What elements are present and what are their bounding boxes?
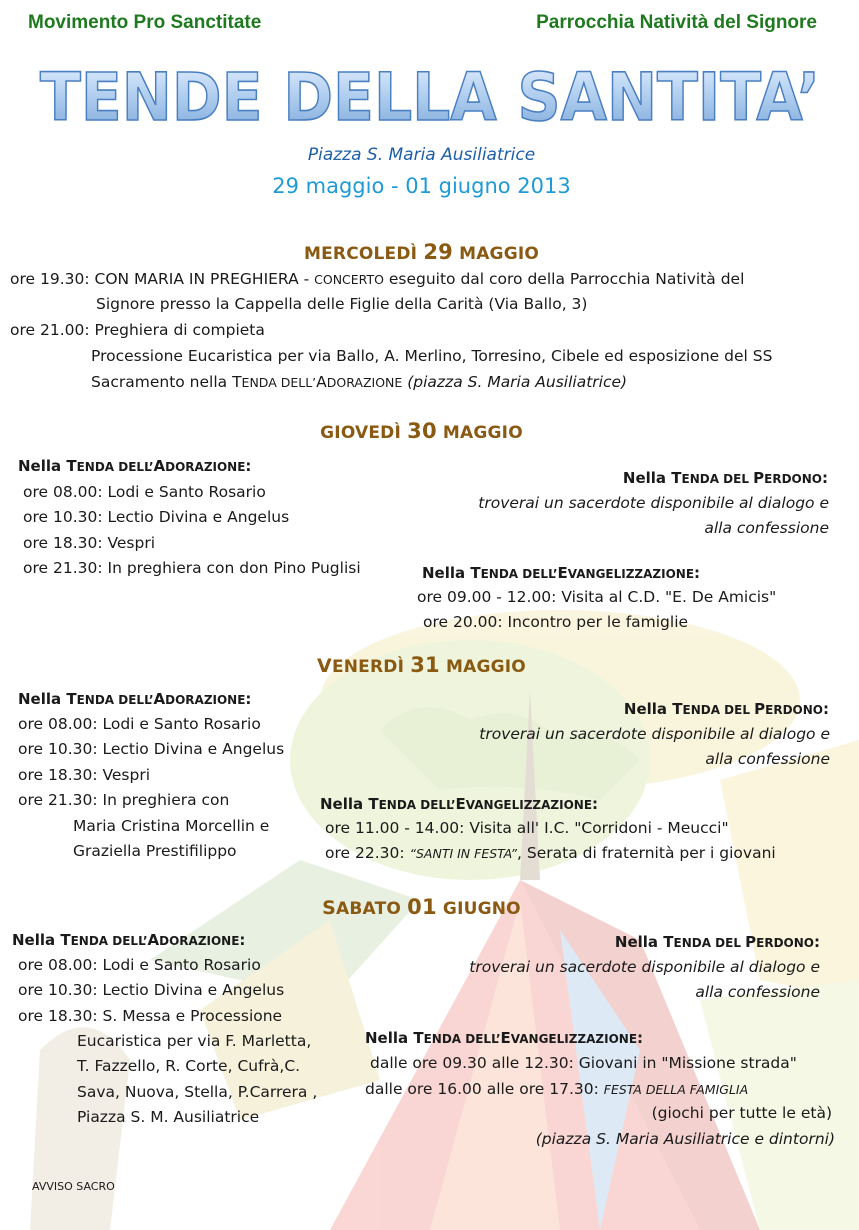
text-part: : — [637, 1029, 644, 1047]
schedule-item-continuation: Maria Cristina Morcellin e — [73, 817, 270, 835]
text-part: DORAZIONE — [326, 375, 403, 390]
evangelization-tent-heading — [320, 795, 598, 813]
organization-left: Movimento Pro Sanctitate — [28, 12, 262, 33]
schedule-item: ore 10.30: Lectio Divina e Angelus — [18, 740, 285, 758]
poster-title-text: TENDE DELLA SANTITA’ — [40, 59, 820, 136]
text-part: VANGELIZZAZIONE — [567, 567, 695, 581]
text-part: ore 22.30: — [325, 844, 410, 862]
day-name: ABATO — [336, 899, 408, 919]
text-part: Nella T — [320, 795, 379, 813]
schedule-item: ore 18.30: Vespri — [23, 534, 156, 552]
text-part: S — [322, 897, 337, 919]
text-part: Nella T — [622, 469, 682, 487]
day1-line-1 — [10, 270, 744, 288]
schedule-item-continuation: T. Fazzello, R. Corte, Cufrà,C. — [77, 1057, 301, 1075]
day-name: ENERDÌ — [331, 657, 411, 677]
schedule-item-continuation: Eucaristica per via F. Marletta, — [77, 1032, 312, 1050]
day1-line-4: Processione Eucaristica per via Ballo, A. Merlino, Torresino, Cibele ed esposizione del SS — [91, 347, 773, 365]
location-note: (piazza S. Maria Ausiliatrice) — [407, 373, 628, 391]
text-part: Sacramento nella T — [91, 373, 242, 391]
adoration-tent-heading — [18, 457, 251, 475]
forgiveness-description-line-2: alla confessione — [695, 983, 820, 1001]
text-part: A — [147, 931, 160, 949]
text-part: : — [239, 931, 246, 949]
schedule-item-continuation: Sava, Nuova, Stella, P.Carrera , — [77, 1083, 318, 1101]
text-part: Nella T — [18, 690, 77, 708]
text-part: ENDA DELL’ — [241, 375, 317, 390]
forgiveness-tent-heading — [624, 700, 829, 718]
adoration-tent-heading — [18, 690, 251, 708]
month-name: MAGGIO — [452, 244, 540, 264]
text-part: VANGELIZZAZIONE — [510, 1032, 638, 1046]
schedule-item: ore 20.00: Incontro per le famiglie — [423, 613, 689, 631]
event-name: FESTA DELLA FAMIGLIA — [603, 1082, 749, 1097]
text-part: : — [814, 933, 820, 951]
day-name: MERCOLEDÌ — [303, 244, 424, 264]
text-part: Nella T — [12, 931, 71, 949]
text-part: ERDONO — [764, 472, 822, 486]
forgiveness-description-line-1: troverai un sacerdote disponibile al dialogo e — [478, 494, 829, 512]
day-number: 31 — [410, 653, 440, 677]
month-name: MAGGIO — [439, 657, 526, 677]
day-heading-saturday — [0, 895, 843, 919]
forgiveness-tent-heading — [615, 933, 820, 951]
text-part: : — [694, 564, 701, 582]
text-part: Nella T — [18, 457, 77, 475]
text-part: dalle ore 16.00 alle ore 17.30: — [365, 1080, 604, 1098]
concert-description: eseguito dal coro della Parrocchia Natività del — [383, 270, 745, 288]
schedule-item: ore 18.30: Vespri — [18, 766, 151, 784]
time-label: ore 19.30: CON MARIA IN PREGHIERA - — [10, 270, 315, 288]
schedule-item: ore 10.30: Lectio Divina e Angelus — [23, 508, 290, 526]
event-place: Piazza S. Maria Ausiliatrice — [307, 145, 536, 165]
text-part: ENDA DELL’ — [423, 1032, 501, 1046]
forgiveness-description-line-1: troverai un sacerdote disponibile al dialogo e — [469, 958, 820, 976]
schedule-item: ore 18.30: S. Messa e Processione — [18, 1007, 283, 1025]
text-part: V — [317, 655, 332, 677]
text-part: ENDA DELL’ — [378, 798, 456, 812]
schedule-item: ore 21.30: In preghiera con don Pino Puglisi — [23, 559, 361, 577]
text-part: : — [823, 700, 829, 718]
text-part: P — [754, 700, 766, 718]
schedule-item: ore 08.00: Lodi e Santo Rosario — [18, 715, 261, 733]
text-part: A — [153, 457, 166, 475]
schedule-item-continuation: Graziella Prestifilippo — [73, 842, 237, 860]
text-part: DORAZIONE — [165, 460, 246, 474]
event-name: “SANTI IN FESTA” — [409, 846, 518, 861]
text-part: E — [500, 1029, 511, 1047]
day-heading-wednesday — [0, 240, 843, 264]
adoration-tent-heading — [12, 931, 245, 949]
schedule-item: ore 08.00: Lodi e Santo Rosario — [23, 483, 266, 501]
evangelization-tent-heading — [365, 1029, 643, 1047]
day-number: 01 — [407, 895, 437, 919]
text-part: : — [822, 469, 828, 487]
text-part: A — [153, 690, 166, 708]
forgiveness-description-line-2: alla confessione — [704, 519, 829, 537]
text-part: Nella T — [623, 700, 683, 718]
text-part: ENDA DEL — [682, 703, 755, 717]
day-heading-thursday — [0, 419, 843, 443]
text-part: : — [245, 457, 252, 475]
text-part: P — [745, 933, 757, 951]
location-note: (piazza S. Maria Ausiliatrice e dintorni) — [535, 1130, 835, 1148]
organization-right: Parrocchia Natività del Signore — [536, 12, 817, 33]
concert-label: CONCERTO — [314, 272, 384, 287]
text-part: ENDA DEL — [673, 936, 746, 950]
text-part: ERDONO — [765, 703, 823, 717]
schedule-item: ore 10.30: Lectio Divina e Angelus — [18, 981, 285, 999]
text-part: A — [316, 373, 327, 391]
text-part: VANGELIZZAZIONE — [465, 798, 593, 812]
text-part: ENDA DELL’ — [76, 460, 154, 474]
text-part: Nella T — [614, 933, 674, 951]
text-part: ENDA DELL’ — [76, 693, 154, 707]
schedule-item — [365, 1080, 748, 1098]
day-number: 30 — [407, 419, 437, 443]
day-heading-friday — [0, 653, 843, 677]
forgiveness-description-line-2: alla confessione — [705, 750, 830, 768]
day1-line-2: Signore presso la Cappella delle Figlie della Carità (Via Ballo, 3) — [96, 295, 588, 313]
day1-line-3: ore 21.00: Preghiera di compieta — [10, 321, 265, 339]
schedule-item: ore 11.00 - 14.00: Visita all' I.C. "Corridoni - Meucci" — [325, 819, 729, 837]
text-part: ENDA DEL — [681, 472, 754, 486]
text-part: ENDA DELL’ — [70, 934, 148, 948]
schedule-item: dalle ore 09.30 alle 12.30: Giovani in "Missione strada" — [370, 1054, 797, 1072]
schedule-item: ore 21.30: In preghiera con — [18, 791, 230, 809]
day-number: 29 — [423, 240, 453, 264]
forgiveness-tent-heading — [623, 469, 828, 487]
text-part: Nella T — [365, 1029, 424, 1047]
schedule-item — [325, 844, 776, 862]
text-part: ENDA DELL’ — [480, 567, 558, 581]
day1-line-5 — [91, 373, 627, 391]
text-part: DORAZIONE — [159, 934, 240, 948]
schedule-item-continuation: Piazza S. M. Ausiliatrice — [77, 1108, 260, 1126]
schedule-item: ore 08.00: Lodi e Santo Rosario — [18, 956, 261, 974]
event-dates: 29 maggio - 01 giugno 2013 — [272, 174, 571, 198]
text-part: E — [557, 564, 568, 582]
text-part: Nella T — [422, 564, 481, 582]
text-part: DORAZIONE — [165, 693, 246, 707]
month-name: MAGGIO — [436, 423, 523, 443]
text-part: : — [245, 690, 252, 708]
text-part: : — [592, 795, 599, 813]
text-part: , Serata di fraternità per i giovani — [517, 844, 776, 862]
day-name: GIOVEDÌ — [320, 423, 408, 443]
schedule-note: (giochi per tutte le età) — [651, 1104, 832, 1122]
poster-title — [20, 52, 840, 142]
month-name: GIUGNO — [436, 899, 521, 919]
sacred-notice-label: AVVISO SACRO — [32, 1180, 115, 1193]
text-part: P — [753, 469, 765, 487]
schedule-item: ore 09.00 - 12.00: Visita al C.D. "E. De Amicis" — [417, 588, 777, 606]
evangelization-tent-heading — [422, 564, 700, 582]
text-part: E — [455, 795, 466, 813]
text-part: ERDONO — [756, 936, 814, 950]
forgiveness-description-line-1: troverai un sacerdote disponibile al dialogo e — [479, 725, 830, 743]
